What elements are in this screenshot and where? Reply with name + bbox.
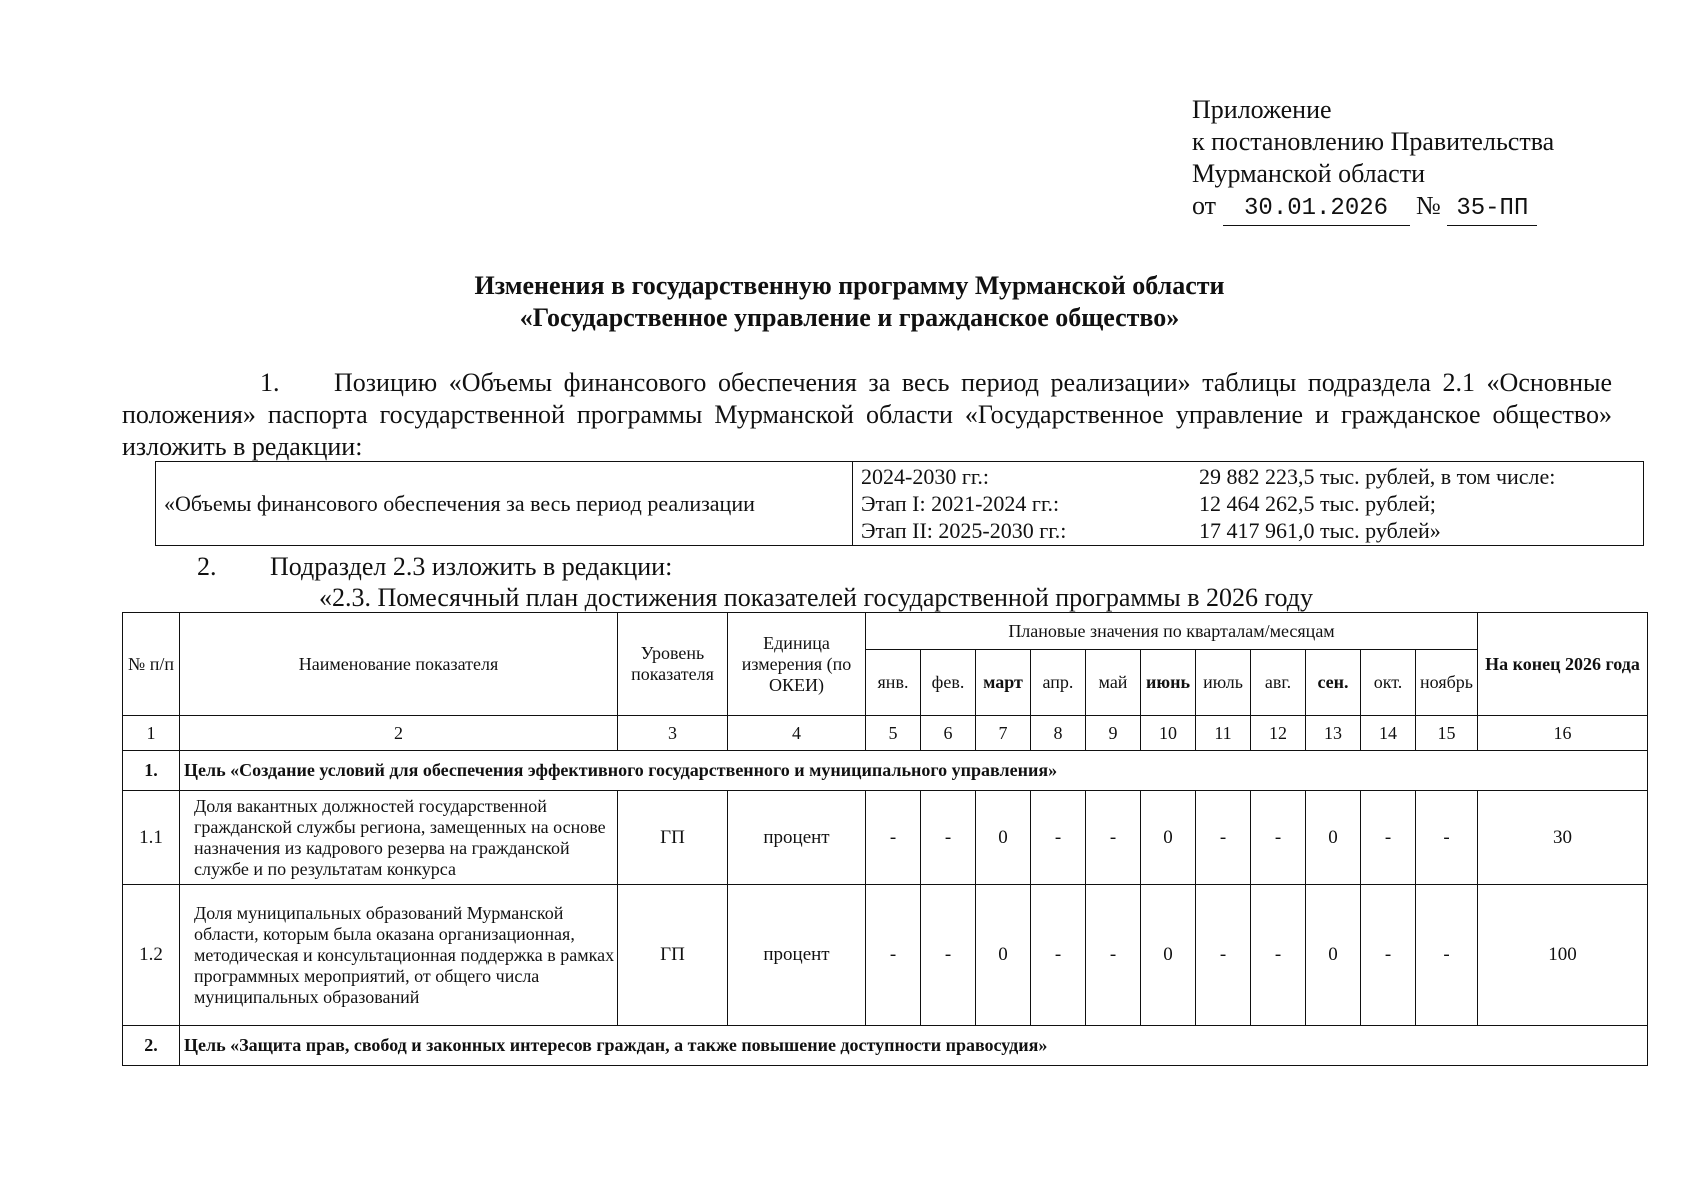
row-number: 1.2 xyxy=(123,885,180,1026)
month-header: март xyxy=(976,650,1031,716)
month-value: - xyxy=(1031,791,1086,885)
column-number: 16 xyxy=(1478,716,1648,751)
title-line-1: Изменения в государственную программу Мурманской области xyxy=(474,271,1225,300)
column-number: 5 xyxy=(866,716,921,751)
financing-period: 2024-2030 гг.: xyxy=(861,464,990,489)
indicator-name: Доля муниципальных образований Мурманской области, которым была оказана организационная, методическая и консультационная поддержка в рамках программных мероприятий, от общего числа муниципальных образований xyxy=(180,885,618,1026)
month-value: - xyxy=(1416,885,1478,1026)
month-header: фев. xyxy=(921,650,976,716)
column-number: 10 xyxy=(1141,716,1196,751)
month-header: май xyxy=(1086,650,1141,716)
financing-period: Этап I: 2021-2024 гг.: xyxy=(861,491,1060,516)
item-2-text: Подраздел 2.3 изложить в редакции: xyxy=(270,552,673,581)
indicator-level: ГП xyxy=(618,791,728,885)
from-label: от xyxy=(1192,191,1217,220)
column-number: 13 xyxy=(1306,716,1361,751)
decree-date: 30.01.2026 xyxy=(1223,193,1410,226)
indicator-row xyxy=(123,791,1648,885)
item-1-number: 1. xyxy=(260,368,280,397)
indicator-level: ГП xyxy=(618,885,728,1026)
document-title xyxy=(0,270,1699,334)
financing-amount: 12 464 262,5 тыс. рублей; xyxy=(1199,491,1436,516)
column-number: 1 xyxy=(123,716,180,751)
month-header: июль xyxy=(1196,650,1251,716)
item-2-number: 2. xyxy=(197,552,217,581)
appendix-line-2: к постановлению Правительства xyxy=(1192,127,1555,156)
month-value: 0 xyxy=(1306,791,1361,885)
title-line-2: «Государственное управление и гражданское общество» xyxy=(519,303,1180,332)
header-name: Наименование показателя xyxy=(180,613,618,716)
month-value: - xyxy=(921,791,976,885)
financing-amount: 29 882 223,5 тыс. рублей, в том числе: xyxy=(1199,464,1556,489)
financing-row xyxy=(861,463,1635,490)
appendix-header xyxy=(1192,94,1554,226)
month-header: янв. xyxy=(866,650,921,716)
column-number: 6 xyxy=(921,716,976,751)
financing-label: «Объемы финансового обеспечения за весь период реализации xyxy=(156,462,853,546)
month-value: - xyxy=(866,885,921,1026)
financing-period: Этап II: 2025-2030 гг.: xyxy=(861,518,1067,543)
column-number: 4 xyxy=(728,716,866,751)
indicator-unit: процент xyxy=(728,791,866,885)
appendix-line-3: Мурманской области xyxy=(1192,159,1425,188)
goal-row xyxy=(123,751,1648,791)
column-number: 11 xyxy=(1196,716,1251,751)
number-label: № xyxy=(1416,191,1441,220)
month-value: - xyxy=(1031,885,1086,1026)
financing-amount: 17 417 961,0 тыс. рублей» xyxy=(1199,518,1441,543)
month-value: - xyxy=(1251,791,1306,885)
month-value: 0 xyxy=(1141,791,1196,885)
month-value: - xyxy=(1086,885,1141,1026)
month-value: - xyxy=(1251,885,1306,1026)
end-value: 100 xyxy=(1478,885,1648,1026)
column-number: 3 xyxy=(618,716,728,751)
indicator-name: Доля вакантных должностей государственной гражданской службы региона, замещенных на основе назначения из кадрового резерва на гражданской службе и по результатам конкурса xyxy=(180,791,618,885)
goal-text: Цель «Создание условий для обеспечения эффективного государственного и муниципального управления» xyxy=(180,751,1648,791)
month-value: - xyxy=(1416,791,1478,885)
monthly-plan-table xyxy=(122,612,1648,1066)
header-num: № п/п xyxy=(123,613,180,716)
month-value: - xyxy=(1196,885,1251,1026)
month-header: ноябрь xyxy=(1416,650,1478,716)
month-value: 0 xyxy=(1306,885,1361,1026)
subsection-title-text: «2.3. Помесячный план достижения показателей государственной программы в 2026 году xyxy=(319,583,1314,612)
financing-row xyxy=(861,517,1635,544)
column-number: 12 xyxy=(1251,716,1306,751)
column-number: 8 xyxy=(1031,716,1086,751)
month-value: - xyxy=(1361,791,1416,885)
month-header: авг. xyxy=(1251,650,1306,716)
appendix-line-date xyxy=(1192,190,1554,226)
column-number: 15 xyxy=(1416,716,1478,751)
goal-number: 1. xyxy=(123,751,180,791)
item-1-text: Позицию «Объемы финансового обеспечения за весь период реализации» таблицы подраздела 2.1 «Основные положения» паспорта государственной программы Мурманской области «Государственное управление и гражданское общество» изложить в редакции: xyxy=(122,368,1612,461)
month-header: окт. xyxy=(1361,650,1416,716)
goal-row xyxy=(123,1026,1648,1066)
column-number: 2 xyxy=(180,716,618,751)
end-value: 30 xyxy=(1478,791,1648,885)
month-value: 0 xyxy=(976,885,1031,1026)
month-value: - xyxy=(866,791,921,885)
month-value: 0 xyxy=(1141,885,1196,1026)
month-value: - xyxy=(921,885,976,1026)
financing-table xyxy=(155,461,1644,546)
header-unit: Единица измерения (по ОКЕИ) xyxy=(728,613,866,716)
month-value: - xyxy=(1086,791,1141,885)
month-header: сен. xyxy=(1306,650,1361,716)
month-value: - xyxy=(1196,791,1251,885)
header-end: На конец 2026 года xyxy=(1478,613,1648,716)
month-value: 0 xyxy=(976,791,1031,885)
financing-values xyxy=(853,462,1644,546)
item-1-paragraph xyxy=(122,367,1612,463)
month-value: - xyxy=(1361,885,1416,1026)
header-planned: Плановые значения по кварталам/месяцам xyxy=(866,613,1478,650)
appendix-line-1: Приложение xyxy=(1192,95,1332,124)
column-number: 9 xyxy=(1086,716,1141,751)
goal-text: Цель «Защита прав, свобод и законных интересов граждан, а также повышение доступности правосудия» xyxy=(180,1026,1648,1066)
row-number: 1.1 xyxy=(123,791,180,885)
goal-number: 2. xyxy=(123,1026,180,1066)
decree-number: 35-ПП xyxy=(1447,193,1537,226)
header-level: Уровень показателя xyxy=(618,613,728,716)
indicator-unit: процент xyxy=(728,885,866,1026)
financing-row xyxy=(861,490,1635,517)
column-number: 14 xyxy=(1361,716,1416,751)
month-header: апр. xyxy=(1031,650,1086,716)
column-number: 7 xyxy=(976,716,1031,751)
indicator-row xyxy=(123,885,1648,1026)
month-header: июнь xyxy=(1141,650,1196,716)
